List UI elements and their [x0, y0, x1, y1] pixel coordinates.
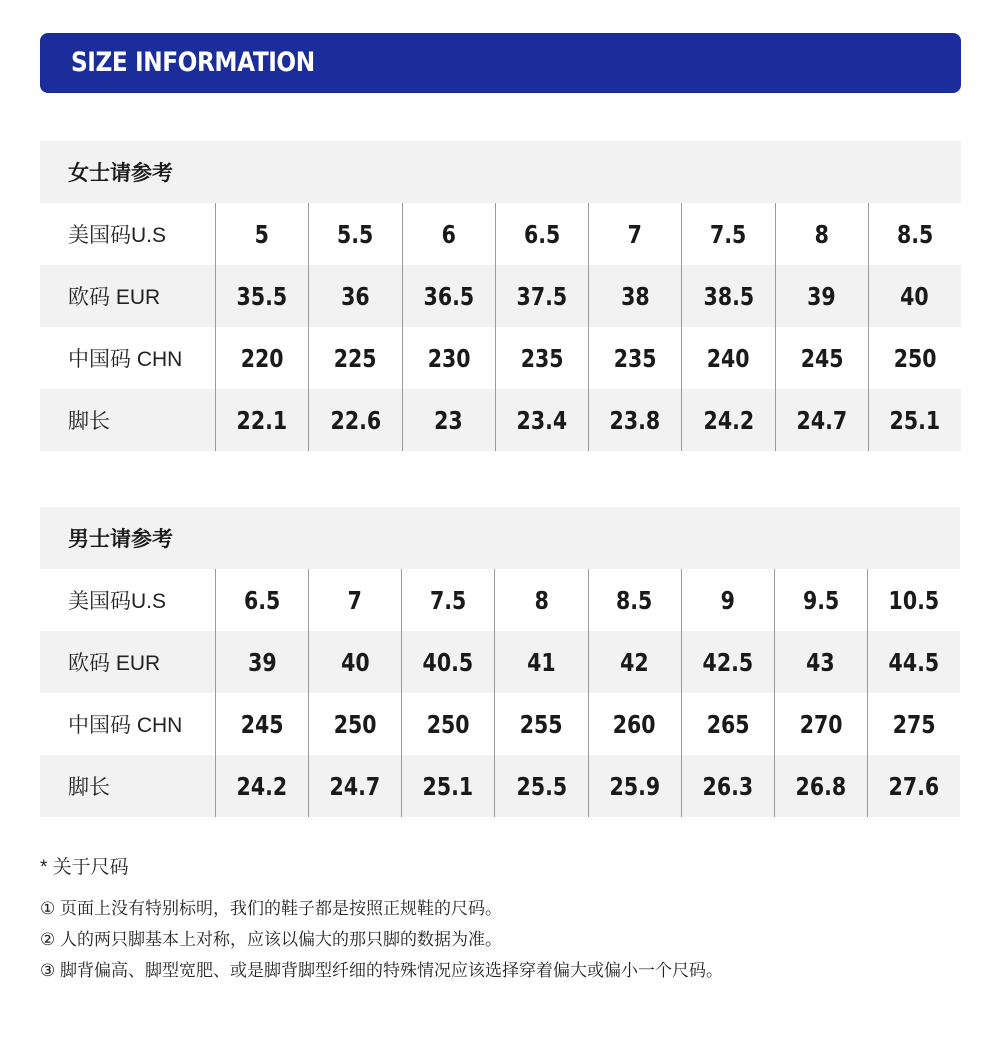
size-cell — [868, 389, 961, 451]
size-value: 23.4 — [516, 405, 568, 435]
size-cell — [681, 327, 774, 389]
size-cell — [774, 631, 867, 693]
size-cell — [681, 389, 774, 451]
size-cell — [495, 389, 588, 451]
size-value: 260 — [613, 709, 656, 739]
size-value: 38 — [620, 281, 650, 311]
size-value: 39 — [807, 281, 836, 311]
size-value: 24.7 — [329, 771, 381, 801]
size-cell — [308, 265, 401, 327]
size-value: 265 — [706, 709, 750, 739]
size-value: 27.6 — [888, 771, 940, 801]
note-item: ③ 脚背偏高、脚型宽肥、或是脚背脚型纤细的特殊情况应该选择穿着偏大或偏小一个尺码。 — [40, 961, 723, 980]
row-label: 中国码 CHN — [68, 348, 183, 371]
size-value: 5.5 — [337, 219, 374, 249]
size-cell — [681, 693, 774, 755]
table-row — [40, 631, 960, 693]
size-value: 35.5 — [236, 281, 288, 311]
size-cell — [401, 755, 494, 817]
size-value: 36 — [341, 281, 370, 311]
row-label: 脚长 — [68, 410, 110, 433]
table-row — [40, 693, 960, 755]
women-size-table — [40, 141, 961, 451]
size-value: 24.2 — [236, 771, 288, 801]
size-value: 230 — [427, 343, 471, 373]
size-cell — [868, 327, 961, 389]
size-cell — [588, 755, 681, 817]
size-value: 7 — [348, 585, 363, 615]
size-cell — [494, 693, 587, 755]
size-cell — [401, 631, 494, 693]
size-value: 8.5 — [616, 585, 653, 615]
size-value: 26.3 — [702, 771, 753, 801]
size-cell — [494, 631, 587, 693]
table-row — [40, 389, 961, 451]
row-label: 美国码U.S — [68, 590, 167, 613]
row-label: 脚长 — [68, 776, 110, 799]
size-cell — [215, 693, 308, 755]
size-cell — [681, 265, 774, 327]
size-cell — [588, 203, 681, 265]
size-value: 10.5 — [888, 585, 940, 615]
size-cell — [308, 693, 401, 755]
size-cell — [681, 203, 774, 265]
size-value: 23.8 — [609, 405, 661, 435]
note-item: ① 页面上没有特别标明，我们的鞋子都是按照正规鞋的尺码。 — [40, 899, 502, 918]
size-value: 41 — [527, 647, 556, 677]
size-value: 250 — [426, 709, 470, 739]
size-cell — [681, 569, 774, 631]
size-value: 44.5 — [888, 647, 940, 677]
size-cell — [588, 569, 681, 631]
size-cell — [402, 265, 495, 327]
size-value: 42.5 — [702, 647, 753, 677]
size-cell — [495, 327, 588, 389]
size-cell — [868, 203, 961, 265]
size-cell — [867, 631, 960, 693]
size-cell — [774, 693, 867, 755]
size-value: 240 — [706, 343, 750, 373]
size-value: 245 — [240, 709, 284, 739]
size-value: 22.6 — [330, 405, 381, 435]
table-row — [40, 265, 961, 327]
size-cell — [215, 389, 308, 451]
size-value: 275 — [892, 709, 936, 739]
size-cell — [774, 755, 867, 817]
size-value: 235 — [520, 343, 564, 373]
size-cell — [308, 631, 401, 693]
size-cell — [867, 693, 960, 755]
table-row — [40, 569, 960, 631]
size-cell — [775, 203, 868, 265]
size-value: 37.5 — [516, 281, 568, 311]
size-cell — [775, 265, 868, 327]
men-size-table — [40, 507, 960, 817]
size-value: 9.5 — [802, 585, 839, 615]
size-value: 42 — [620, 647, 649, 677]
size-cell — [401, 569, 494, 631]
size-cell — [402, 389, 495, 451]
size-value: 6 — [441, 219, 456, 249]
size-value: 250 — [893, 343, 937, 373]
size-cell — [215, 327, 308, 389]
size-cell — [215, 265, 308, 327]
size-cell — [588, 327, 681, 389]
size-value: 25.9 — [609, 771, 660, 801]
size-cell — [215, 203, 308, 265]
size-value: 255 — [520, 709, 563, 739]
size-value: 24.2 — [703, 405, 754, 435]
size-cell — [495, 203, 588, 265]
size-value: 36.5 — [423, 281, 474, 311]
size-cell — [401, 693, 494, 755]
size-cell — [867, 755, 960, 817]
size-value: 25.1 — [889, 405, 941, 435]
size-value: 8.5 — [896, 219, 934, 249]
size-notes — [40, 852, 723, 986]
size-cell — [215, 755, 308, 817]
size-cell — [494, 755, 587, 817]
size-cell — [308, 389, 401, 451]
size-value: 8 — [814, 219, 829, 249]
size-value: 40 — [340, 647, 370, 677]
note-item: ② 人的两只脚基本上对称，应该以偏大的那只脚的数据为准。 — [40, 930, 502, 949]
size-cell — [868, 265, 961, 327]
size-value: 38.5 — [703, 281, 754, 311]
size-cell — [588, 265, 681, 327]
size-value: 7.5 — [430, 585, 467, 615]
size-cell — [494, 569, 587, 631]
size-cell — [402, 327, 495, 389]
table-row — [40, 327, 961, 389]
row-label: 欧码 EUR — [68, 286, 161, 309]
size-cell — [681, 631, 774, 693]
size-value: 250 — [333, 709, 377, 739]
size-cell — [308, 203, 401, 265]
size-value: 39 — [247, 647, 277, 677]
size-cell — [215, 569, 308, 631]
size-value: 7 — [627, 219, 643, 249]
row-label: 欧码 EUR — [68, 652, 161, 675]
size-value: 6.5 — [523, 219, 561, 249]
notes-heading: * 关于尺码 — [40, 857, 129, 878]
table-title: 男士请参考 — [40, 507, 960, 569]
size-value: 23 — [434, 405, 463, 435]
size-cell — [588, 389, 681, 451]
size-cell — [775, 389, 868, 451]
size-value: 8 — [534, 585, 549, 615]
size-cell — [308, 327, 401, 389]
size-value: 22.1 — [236, 405, 288, 435]
size-value: 5 — [254, 219, 270, 249]
size-value: 24.7 — [796, 405, 847, 435]
size-cell — [681, 755, 774, 817]
size-value: 25.5 — [516, 771, 567, 801]
row-label: 美国码U.S — [68, 224, 167, 247]
header-bar — [40, 33, 961, 93]
size-value: 245 — [800, 343, 844, 373]
size-value: 9 — [720, 585, 735, 615]
size-cell — [215, 631, 308, 693]
page-title: SIZE INFORMATION — [71, 47, 315, 78]
size-value: 6.5 — [243, 585, 281, 615]
size-value: 225 — [333, 343, 377, 373]
row-label: 中国码 CHN — [68, 714, 183, 737]
table-row — [40, 755, 960, 817]
size-cell — [402, 203, 495, 265]
size-cell — [588, 693, 681, 755]
size-cell — [867, 569, 960, 631]
size-value: 40.5 — [423, 647, 474, 677]
table-row — [40, 203, 961, 265]
size-value: 270 — [799, 709, 843, 739]
size-value: 235 — [613, 343, 657, 373]
size-value: 26.8 — [795, 771, 847, 801]
size-value: 25.1 — [423, 771, 474, 801]
size-cell — [775, 327, 868, 389]
size-value: 43 — [806, 647, 836, 677]
size-value: 40 — [900, 281, 930, 311]
size-cell — [495, 265, 588, 327]
size-cell — [588, 631, 681, 693]
size-value: 220 — [240, 343, 284, 373]
size-cell — [308, 755, 401, 817]
size-cell — [308, 569, 401, 631]
size-value: 7.5 — [710, 219, 747, 249]
size-cell — [774, 569, 867, 631]
table-title: 女士请参考 — [40, 141, 961, 203]
